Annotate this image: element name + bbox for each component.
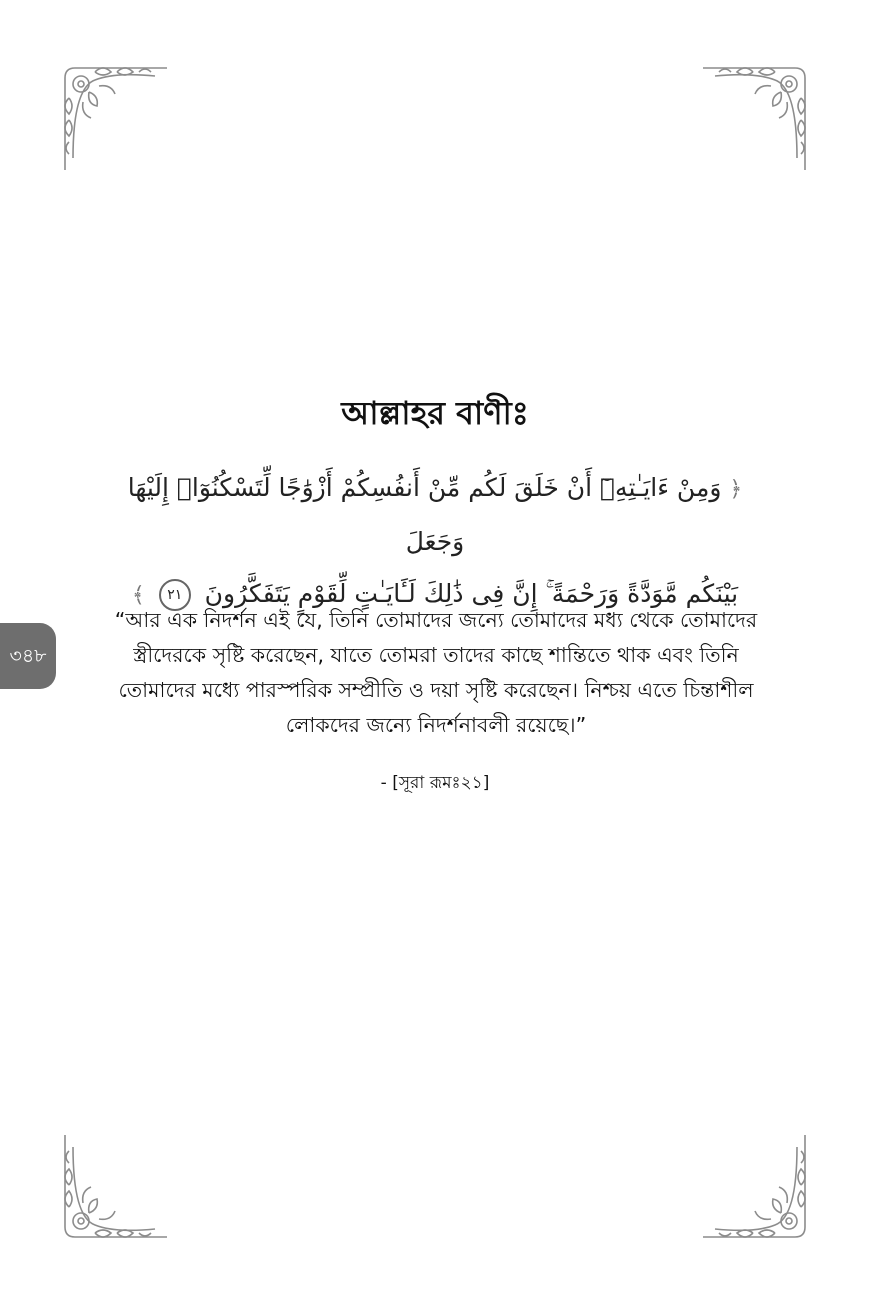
verse-close-bracket: ﴾ bbox=[131, 583, 145, 608]
verse-line-1 bbox=[110, 462, 760, 568]
corner-ornament-top-right bbox=[695, 58, 815, 178]
verse-reference: - [সূরা রূমঃ২১] bbox=[380, 773, 490, 793]
corner-ornament-bottom-left bbox=[55, 1127, 175, 1247]
floral-ornament-icon bbox=[55, 1127, 175, 1247]
floral-ornament-icon bbox=[55, 58, 175, 178]
corner-ornament-bottom-right bbox=[695, 1127, 815, 1247]
floral-ornament-icon bbox=[695, 1127, 815, 1247]
ayah-number-badge: ٢١ bbox=[159, 579, 191, 611]
page-heading: আল্লাহর বাণীঃ bbox=[341, 394, 529, 432]
verse-open-bracket: ﴿ bbox=[729, 477, 743, 502]
quran-verse bbox=[110, 462, 760, 622]
verse-line-2-text: بَيْنَكُم مَّوَدَّةً وَرَحْمَةً ۚ إِنَّ فِى ذَٰلِكَ لَـَٔايَـٰتٍ لِّقَوْمٍ يَتَفَكَّرُونَ bbox=[204, 579, 739, 608]
page-number: ৩৪৮ bbox=[9, 645, 47, 667]
verse-translation: “আর এক নিদর্শন এই যে, তিনি তোমাদের জন্যে তোমাদের মধ্য থেকে তোমাদের স্ত্রীদেরকে সৃষ্টি করেছেন, যাতে তোমরা তাদের কাছে শান্তিতে থাক এবং তিনি তোমাদের মধ্যে পারস্পরিক সম্প্রীতি ও দয়া সৃষ্টি করেছেন। নিশ্চয় এতে চিন্তাশীল লোকদের জন্যে নিদর্শনাবলী রয়েছে।” bbox=[114, 608, 758, 737]
floral-ornament-icon bbox=[695, 58, 815, 178]
corner-ornament-top-left bbox=[55, 58, 175, 178]
verse-line-1-text: وَمِنْ ءَايَـٰتِهِۦٓ أَنْ خَلَقَ لَكُم مِّنْ أَنفُسِكُمْ أَزْوَٰجًا لِّتَسْكُنُوٓا۟ إِلَيْهَا وَجَعَلَ bbox=[127, 473, 722, 556]
page-number-tab bbox=[0, 623, 56, 689]
